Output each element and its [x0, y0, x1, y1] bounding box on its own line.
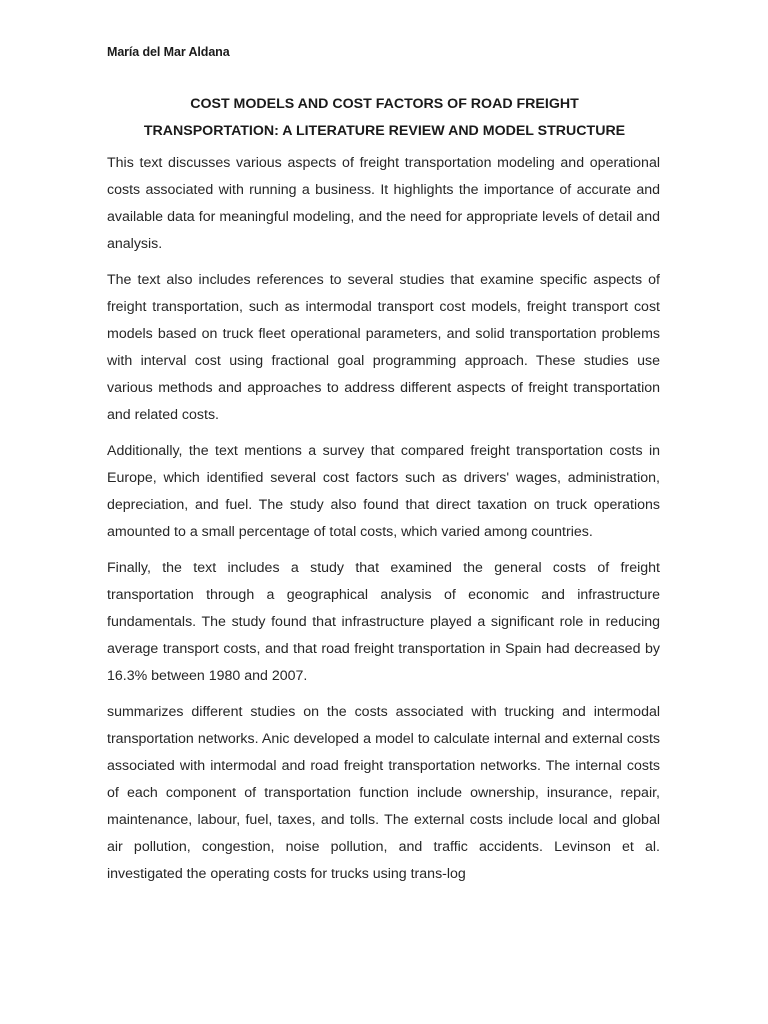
document-body: [107, 150, 660, 897]
document-title: [107, 91, 662, 145]
paragraph-5: summarizes different studies on the costs associated with trucking and intermodal transportation networks. Anic developed a model to calculate internal and external costs associated with intermodal and road freight transportation networks. The internal costs of each component of transportation function include ownership, insurance, repair, maintenance, labour, fuel, taxes, and tolls. The external costs include local and global air pollution, congestion, noise pollution, and traffic accidents. Levinson et al. investigated the operating costs for trucks using trans-log: [107, 704, 660, 882]
paragraph-4: Finally, the text includes a study that examined the general costs of freight transportation through a geographical analysis of economic and infrastructure fundamentals. The study found that infrastructure played a significant role in reducing average transport costs, and that road freight transportation in Spain had decreased by 16.3% between 1980 and 2007.: [107, 560, 660, 684]
title-line-1: COST MODELS AND COST FACTORS OF ROAD FREIGHT: [190, 96, 579, 112]
author-name: María del Mar Aldana: [107, 45, 230, 59]
paragraph-3: Additionally, the text mentions a survey that compared freight transportation costs in Europe, which identified several cost factors such as drivers' wages, administration, depreciation, and fuel. The study also found that direct taxation on truck operations amounted to a small percentage of total costs, which varied among countries.: [107, 443, 660, 540]
paragraph-1: This text discusses various aspects of freight transportation modeling and operational costs associated with running a business. It highlights the importance of accurate and available data for meaningful modeling, and the need for appropriate levels of detail and analysis.: [107, 155, 660, 252]
paragraph-2: The text also includes references to several studies that examine specific aspects of freight transportation, such as intermodal transport cost models, freight transport cost models based on truck fleet operational parameters, and solid transportation problems with interval cost using fractional goal programming approach. These studies use various methods and approaches to address different aspects of freight transportation and related costs.: [107, 272, 660, 423]
title-line-2: TRANSPORTATION: A LITERATURE REVIEW AND MODEL STRUCTURE: [143, 123, 626, 139]
